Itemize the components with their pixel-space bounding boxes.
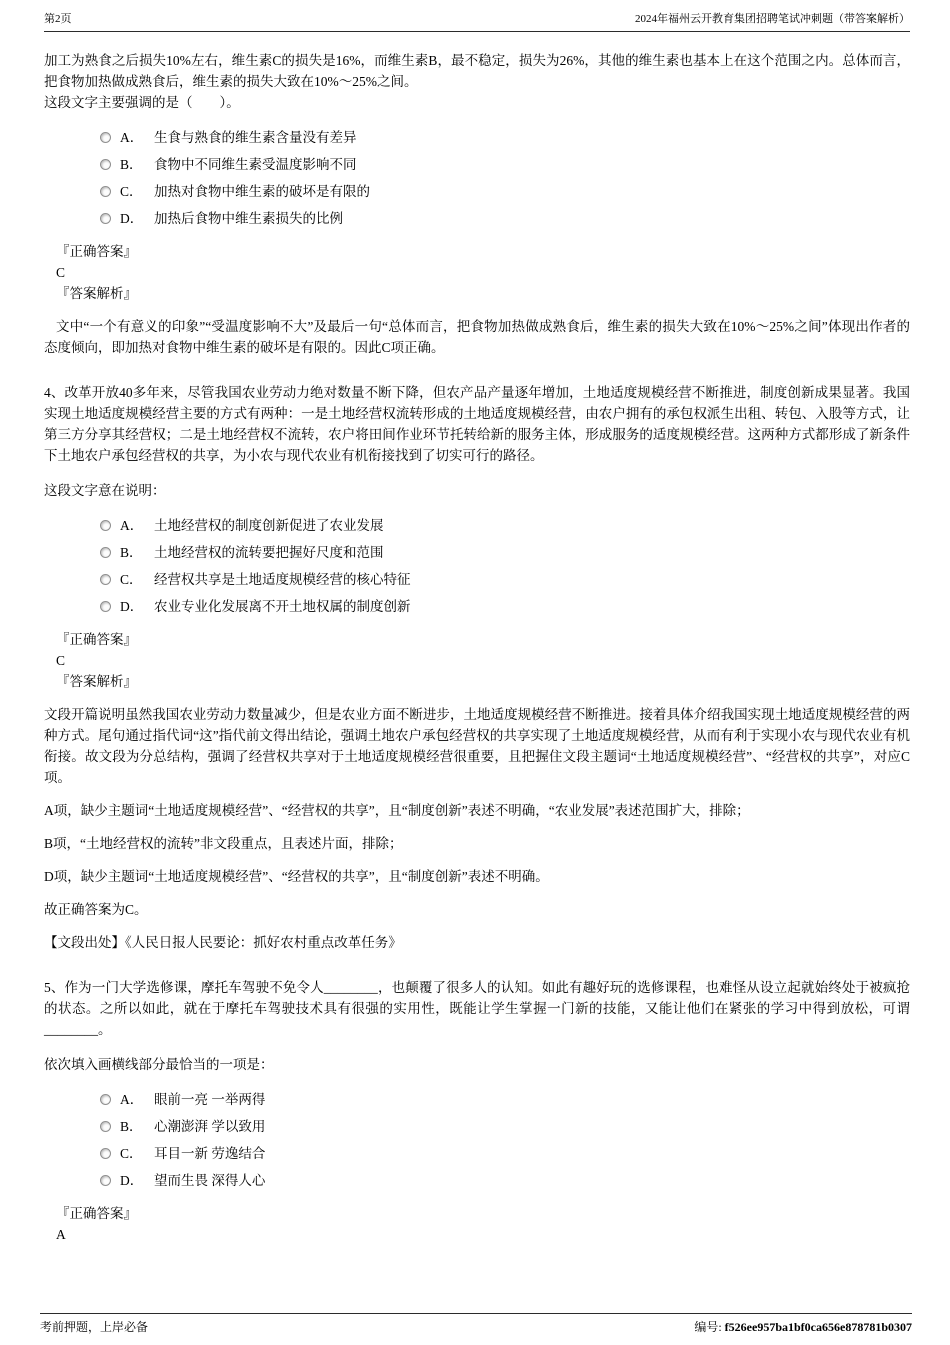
option-row-c[interactable] bbox=[100, 181, 910, 202]
option-text: 加热后食物中维生素损失的比例 bbox=[154, 211, 343, 226]
option-row-d[interactable] bbox=[100, 596, 910, 617]
option-row-b[interactable] bbox=[100, 154, 910, 175]
option-letter: D． bbox=[120, 1173, 144, 1188]
analysis-section bbox=[44, 316, 910, 358]
option-row-a[interactable] bbox=[100, 1089, 910, 1110]
footer-code-line bbox=[694, 1320, 912, 1335]
analysis-label: 『答案解析』 bbox=[56, 286, 137, 301]
question-stem: 这段文字意在说明： bbox=[44, 483, 166, 498]
page-header bbox=[44, 12, 910, 32]
question-passage: 4、改革开放40多年来，尽管我国农业劳动力绝对数量不断下降，但农产品产量逐年增加，土地适度规模经营不断推进，制度创新成果显著。我国实现土地适度规模经营主要的方式有两种：一是土地经营权流转形成的土地适度规模经营，由农户拥有的承包权派生出租、转包、入股等方式，让第三方分享其经营权；二是土地经营权不流转，农户将田间作业环节托转给新的服务主体，形成服务的适度规模经营。这两种方式都形成了新条件下土地农户承包经营权的共享，为小农与现代农业有机衔接找到了切实可行的路径。 bbox=[44, 385, 910, 463]
options-list bbox=[44, 1089, 910, 1191]
option-letter: C． bbox=[120, 184, 143, 199]
correct-answer-label: 『正确答案』 bbox=[56, 632, 137, 647]
option-letter: C． bbox=[120, 572, 143, 587]
correct-answer-value: C bbox=[56, 653, 66, 668]
option-text: 眼前一亮 一举两得 bbox=[154, 1092, 266, 1107]
radio-icon[interactable] bbox=[100, 547, 111, 558]
option-letter: C． bbox=[120, 1146, 143, 1161]
analysis-label: 『答案解析』 bbox=[56, 674, 137, 689]
question-stem: 依次填入画横线部分最恰当的一项是： bbox=[44, 1057, 274, 1072]
option-letter: A． bbox=[120, 130, 144, 145]
radio-icon[interactable] bbox=[100, 213, 111, 224]
answer-block bbox=[44, 1203, 910, 1245]
option-text: 望而生畏 深得人心 bbox=[154, 1173, 266, 1188]
option-text: 加热对食物中维生素的破坏是有限的 bbox=[154, 184, 370, 199]
option-letter: D． bbox=[120, 599, 144, 614]
radio-icon[interactable] bbox=[100, 132, 111, 143]
analysis-paragraph: D项，缺少主题词“土地适度规模经营”、“经营权的共享”，且“制度创新”表述不明确。 bbox=[44, 869, 549, 884]
option-letter: D． bbox=[120, 211, 144, 226]
radio-icon[interactable] bbox=[100, 186, 111, 197]
option-text: 食物中不同维生素受温度影响不同 bbox=[154, 157, 357, 172]
question-passage: 加工为熟食之后损失10%左右，维生素C的损失是16%，而维生素B，最不稳定，损失为26%，其他的维生素也基本上在这个范围之内。总体而言，把食物加热做成熟食后，维生素的损失大致在10%～25%之间。 bbox=[44, 53, 910, 89]
analysis-paragraph: 文段开篇说明虽然我国农业劳动力数量减少，但是农业方面不断进步，土地适度规模经营不断推进。接着具体介绍我国实现土地适度规模经营的两种方式。尾句通过指代词“这”指代前文得出结论，强调土地农户承包经营权的共享实现了土地适度规模经营，从而有利于实现小农与现代农业有机衔接。故文段为分总结构，强调了经营权共享对于土地适度规模经营很重要，且把握住文段主题词“土地适度规模经营”、“经营权的共享”，对应C项。 bbox=[44, 707, 910, 785]
radio-icon[interactable] bbox=[100, 520, 111, 531]
option-text: 生食与熟食的维生素含量没有差异 bbox=[154, 130, 357, 145]
document-title: 2024年福州云开教育集团招聘笔试冲刺题（带答案解析） bbox=[635, 13, 910, 25]
question-passage: 5、作为一门大学选修课，摩托车驾驶不免令人________，也颠覆了很多人的认知。如此有趣好玩的选修课程，也难怪从设立起就始终处于被疯抢的状态。之所以如此，就在于摩托车驾驶技术具有很强的实用性，既能让学生掌握一门新的技能，又能让他们在紧张的学习中得到放松，可谓________。 bbox=[44, 980, 910, 1037]
analysis-source: 【文段出处】《人民日报人民要论：抓好农村重点改革任务》 bbox=[44, 935, 402, 950]
option-row-b[interactable] bbox=[100, 1116, 910, 1137]
option-text: 耳目一新 劳逸结合 bbox=[154, 1146, 266, 1161]
question-block-4 bbox=[44, 382, 910, 953]
radio-icon[interactable] bbox=[100, 1094, 111, 1105]
option-letter: A． bbox=[120, 518, 144, 533]
page-content bbox=[44, 32, 910, 1245]
radio-icon[interactable] bbox=[100, 574, 111, 585]
analysis-paragraph: B项，“土地经营权的流转”非文段重点，且表述片面，排除； bbox=[44, 836, 403, 851]
page-number-label: 第2页 bbox=[44, 13, 72, 25]
option-text: 土地经营权的流转要把握好尺度和范围 bbox=[154, 545, 384, 560]
radio-icon[interactable] bbox=[100, 1148, 111, 1159]
option-letter: B． bbox=[120, 1119, 143, 1134]
analysis-paragraph: A项，缺少主题词“土地适度规模经营”、“经营权的共享”，且“制度创新”表述不明确，“农业发展”表述范围扩大，排除； bbox=[44, 803, 750, 818]
analysis-paragraph: 故正确答案为C。 bbox=[44, 902, 148, 917]
option-text: 心潮澎湃 学以致用 bbox=[154, 1119, 266, 1134]
correct-answer-label: 『正确答案』 bbox=[56, 244, 137, 259]
option-row-c[interactable] bbox=[100, 1143, 910, 1164]
footer-code-value: f526ee957ba1bf0ca656e878781b0307 bbox=[724, 1320, 912, 1334]
option-letter: B． bbox=[120, 545, 143, 560]
answer-block bbox=[44, 629, 910, 692]
option-row-d[interactable] bbox=[100, 1170, 910, 1191]
correct-answer-value: C bbox=[56, 265, 66, 280]
option-text: 经营权共享是土地适度规模经营的核心特征 bbox=[154, 572, 411, 587]
radio-icon[interactable] bbox=[100, 1121, 111, 1132]
option-text: 农业专业化发展离不开土地权属的制度创新 bbox=[154, 599, 411, 614]
answer-block bbox=[44, 241, 910, 304]
correct-answer-value: A bbox=[56, 1227, 66, 1242]
page-footer bbox=[40, 1313, 912, 1335]
option-row-a[interactable] bbox=[100, 127, 910, 148]
option-row-a[interactable] bbox=[100, 515, 910, 536]
option-row-b[interactable] bbox=[100, 542, 910, 563]
analysis-section bbox=[44, 704, 910, 953]
correct-answer-label: 『正确答案』 bbox=[56, 1206, 137, 1221]
question-block-3 bbox=[44, 50, 910, 358]
analysis-paragraph: 文中“一个有意义的印象”“受温度影响不大”及最后一句“总体而言，把食物加热做成熟食后，维生素的损失大致在10%～25%之间”体现出作者的态度倾向，即加热对食物中维生素的破坏是有限的。因此C项正确。 bbox=[44, 319, 910, 355]
question-stem: 这段文字主要强调的是（ ）。 bbox=[44, 95, 240, 110]
footer-slogan: 考前押题，上岸必备 bbox=[40, 1320, 149, 1334]
radio-icon[interactable] bbox=[100, 159, 111, 170]
radio-icon[interactable] bbox=[100, 1175, 111, 1186]
option-text: 土地经营权的制度创新促进了农业发展 bbox=[154, 518, 384, 533]
options-list bbox=[44, 127, 910, 229]
radio-icon[interactable] bbox=[100, 601, 111, 612]
option-letter: A． bbox=[120, 1092, 144, 1107]
option-letter: B． bbox=[120, 157, 143, 172]
option-row-d[interactable] bbox=[100, 208, 910, 229]
footer-code-label: 编号: bbox=[694, 1320, 725, 1334]
option-row-c[interactable] bbox=[100, 569, 910, 590]
options-list bbox=[44, 515, 910, 617]
question-block-5 bbox=[44, 977, 910, 1245]
